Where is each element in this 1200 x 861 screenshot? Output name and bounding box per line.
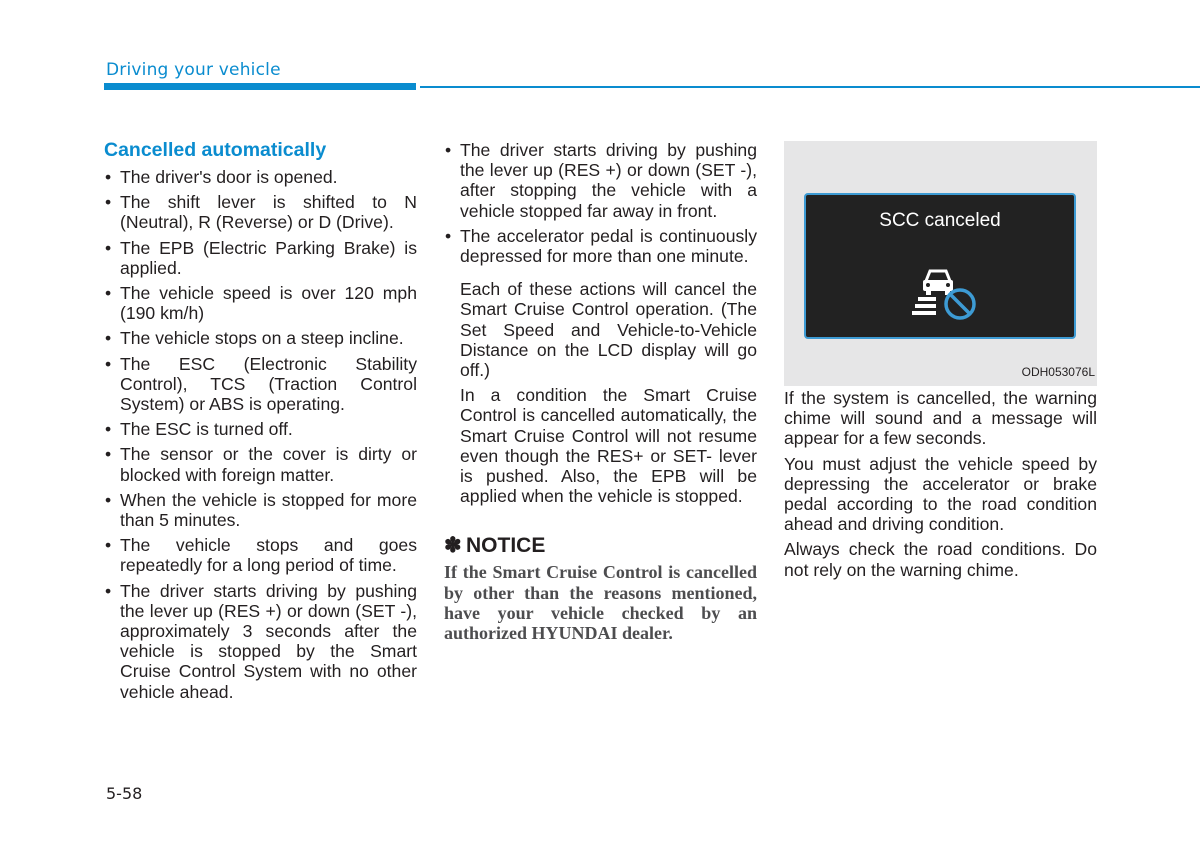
list-item: • The shift lever is shifted to N (Neutral), R (Reverse) or D (Drive).	[104, 192, 417, 232]
list-item: • The ESC (Electronic Stability Control), TCS (Traction Control System) or ABS is operating.	[104, 354, 417, 415]
list-item: • The driver's door is opened.	[104, 167, 417, 187]
cancel-conditions-list	[104, 167, 417, 702]
lcd-display	[804, 193, 1076, 339]
body-paragraph: You must adjust the vehicle speed by depressing the accelerator or brake pedal according to the road condition ahead and driving condition.	[784, 453, 1097, 535]
list-item: • The vehicle stops on a steep incline.	[104, 328, 417, 348]
body-paragraph: Always check the road conditions. Do not rely on the warning chime.	[784, 539, 1097, 580]
list-item: • The accelerator pedal is continuously depressed for more than one minute.	[444, 226, 757, 266]
list-item: • The EPB (Electric Parking Brake) is applied.	[104, 238, 417, 278]
list-item: • The driver starts driving by pushing the lever up (RES +) or down (SET -), approximately 3 seconds after the vehicle is stopped by the Smart Cruise Control System with no other vehicle ahead.	[104, 581, 417, 702]
header-rule-thick	[104, 83, 416, 90]
column-right	[784, 141, 1097, 585]
list-item: • The driver starts driving by pushing the lever up (RES +) or down (SET -), after stopping the vehicle with a vehicle stopped far away in front.	[444, 140, 757, 221]
notice-text: If the Smart Cruise Control is cancelled by other than the reasons mentioned, have your vehicle checked by an authorized HYUNDAI dealer.	[444, 562, 757, 644]
section-heading: Cancelled automatically	[104, 139, 327, 161]
figure-code: ODH053076L	[1021, 364, 1095, 379]
list-item: • The vehicle speed is over 120 mph (190 km/h)	[104, 283, 417, 323]
body-paragraph: If the system is cancelled, the warning chime will sound and a message will appear for a few seconds.	[784, 388, 1097, 449]
lcd-figure	[784, 141, 1097, 386]
body-paragraph: Each of these actions will cancel the Smart Cruise Control operation. (The Set Speed and Vehicle-to-Vehicle Distance on the LCD display will go off.)	[460, 279, 757, 381]
column-left	[104, 138, 417, 707]
notice-title: NOTICE	[466, 534, 546, 558]
cancel-conditions-list-continued	[444, 140, 757, 266]
notice-heading	[444, 534, 757, 558]
list-item: • When the vehicle is stopped for more than 5 minutes.	[104, 490, 417, 530]
header-rule-thin	[420, 86, 1200, 88]
body-paragraph: In a condition the Smart Cruise Control is cancelled automatically, the Smart Cruise Control will not resume even though the RES+ or SET- lever is pushed. Also, the EPB will be applied when the vehicle is stopped.	[460, 385, 757, 507]
notice-star-icon: ✽	[444, 534, 462, 558]
scc-cancel-icon	[912, 267, 982, 327]
list-item: • The ESC is turned off.	[104, 419, 417, 439]
lcd-message: SCC canceled	[879, 210, 1001, 231]
list-item: • The vehicle stops and goes repeatedly for a long period of time.	[104, 535, 417, 575]
section-header-title: Driving your vehicle	[106, 60, 281, 80]
column-middle	[444, 140, 757, 643]
list-item: • The sensor or the cover is dirty or blocked with foreign matter.	[104, 444, 417, 484]
page-number: 5-58	[106, 784, 143, 803]
